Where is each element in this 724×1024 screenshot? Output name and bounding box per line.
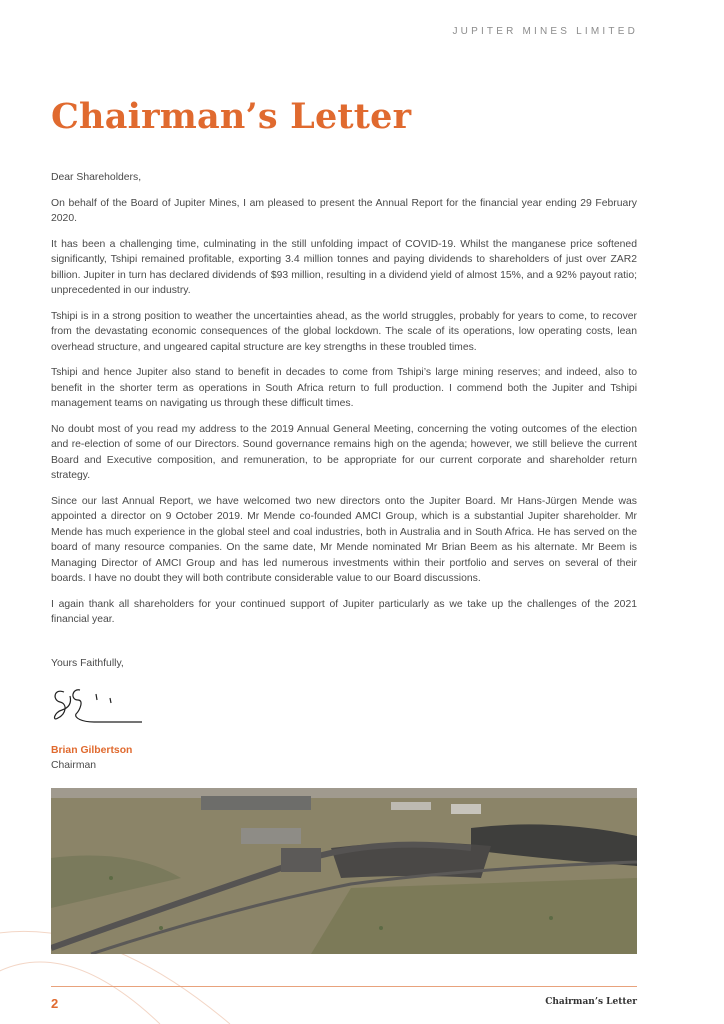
mine-aerial-photo	[51, 788, 637, 954]
closing-line: Yours Faithfully,	[51, 658, 124, 669]
handwritten-signature	[50, 684, 160, 730]
footer-section-title: Chairman’s Letter	[545, 997, 637, 1007]
paragraph: Since our last Annual Report, we have welcomed two new directors onto the Jupiter Board. Mr Hans-Jürgen Mende was appointed a director on 9 October 2019. Mr Mende co-founded AMCI Group, which is a substantial Jupiter shareholder. Mr Mende has much experience in the global steel and coal industries, both in Australia and in South Africa. He has served on the board of many resource companies. On the same date, Mr Mende nominated Mr Brian Beem as his alternate. Mr Beem is Managing Director of AMCI Group and has led numerous investments within their portfolio and serves on several of their boards. I have no doubt they will both contribute considerable value to our Board discussions.	[51, 495, 637, 584]
paragraph: I again thank all shareholders for your continued support of Jupiter particularly as we take up the challenges of the 2021 financial year.	[51, 598, 637, 625]
footer-divider	[51, 986, 637, 987]
paragraph: Tshipi is in a strong position to weather the uncertainties ahead, as the world struggles, probably for years to come, to recover from the devastating economic consequences of the global lockdown. The scale of its operations, low operating costs, lean overhead structure, and ungeared capital structure are key strengths in these troubled times.	[51, 310, 637, 353]
paragraph: It has been a challenging time, culminating in the still unfolding impact of COVID-19. Whilst the manganese price softened significantly, Tshipi remained profitable, exporting 3.4 million tonnes and paying dividends to shareholders of just over ZAR2 billion. Jupiter in turn has declared dividends of $93 million, resulting in a dividend yield of almost 15%, and a 92% payout ratio; unprecedented in our industry.	[51, 238, 637, 296]
paragraph: On behalf of the Board of Jupiter Mines, I am pleased to present the Annual Report for the financial year ending 29 February 2020.	[51, 197, 637, 224]
paragraph: Tshipi and hence Jupiter also stand to benefit in decades to come from Tshipi’s large mining reserves; and indeed, also to benefit in the shorter term as operations in South Africa return to full production. I commend both the Jupiter and Tshipi management teams on navigating us through these difficult times.	[51, 367, 637, 409]
page-title: Chairman’s Letter	[51, 96, 412, 137]
letter-body	[51, 170, 637, 638]
paragraph-salutation: Dear Shareholders,	[51, 172, 142, 183]
paragraph: No doubt most of you read my address to the 2019 Annual General Meeting, concerning the voting outcomes of the election and re-election of some of our Directors. Sound governance remains high on the agenda; however, we still believe the current Board and Executive composition, and remuneration, to be appropriate for our current corporate and shareholder return strategy.	[51, 423, 637, 481]
signer-name: Brian Gilbertson	[51, 745, 133, 756]
company-header: JUPITER MINES LIMITED	[452, 26, 638, 37]
signer-role: Chairman	[51, 760, 97, 771]
page-number: 2	[51, 996, 59, 1011]
